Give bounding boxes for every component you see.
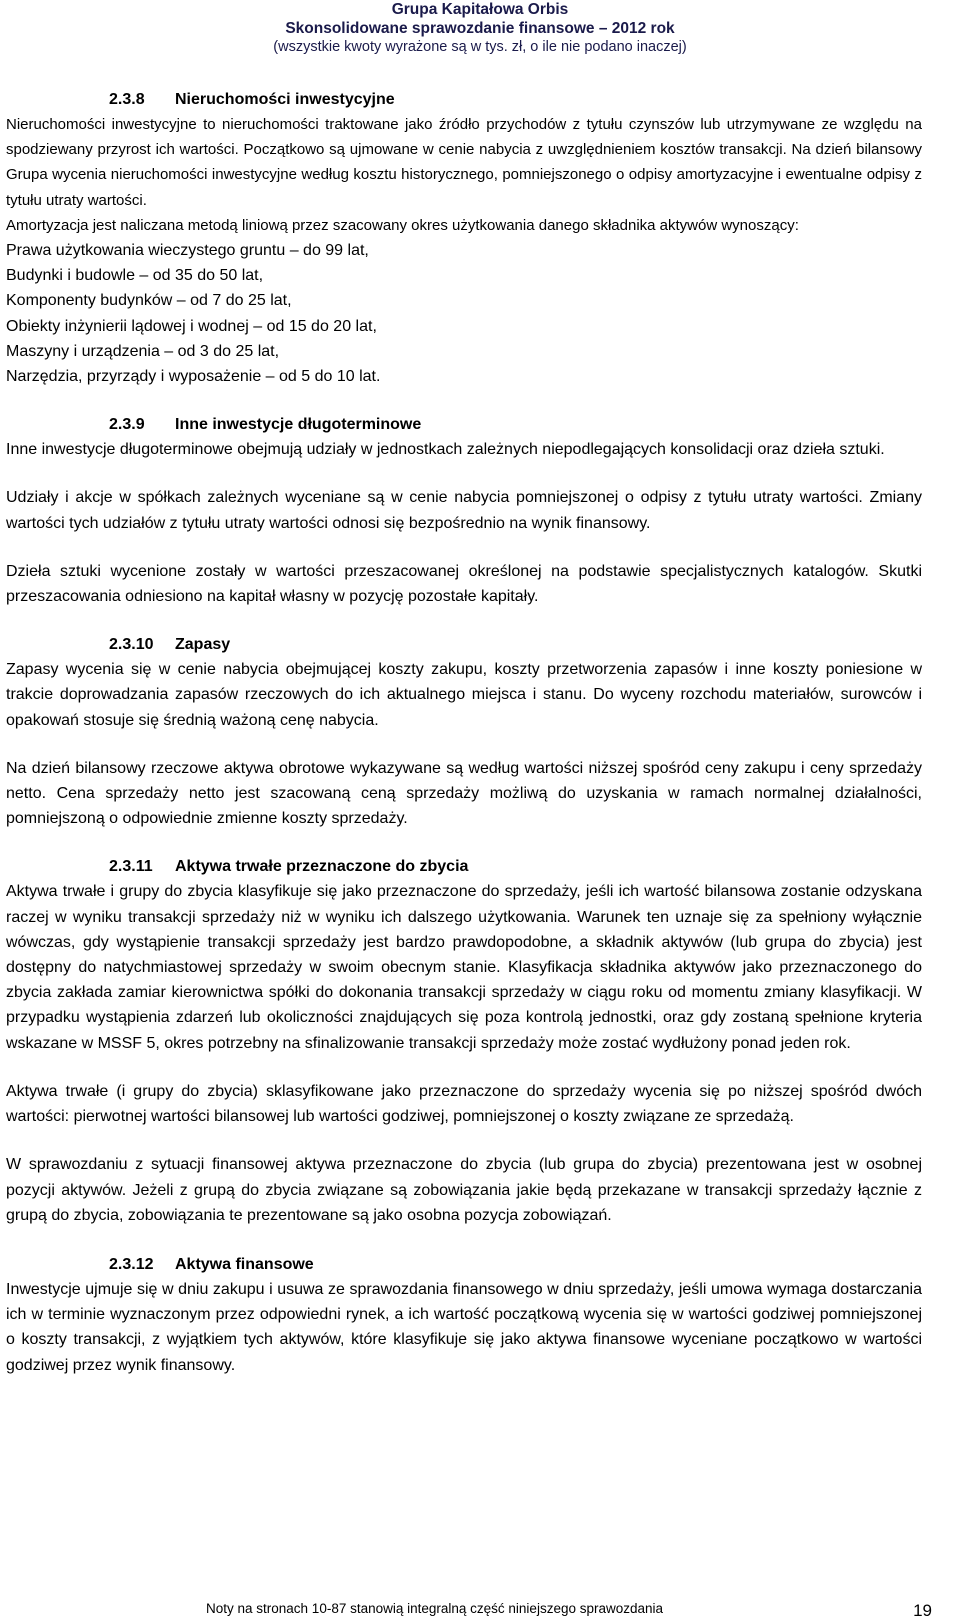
list-item: Komponenty budynków – od 7 do 25 lat, [6,292,292,310]
section-number: 2.3.9 [109,416,145,434]
paragraph-text: Nieruchomości inwestycyjne to nieruchomości traktowane jako źródło przychodów z tytułu czynszów lub utrzymywane ze względu na spodziewany przyrost ich wartości. Początkowo są ujmowane w cenie nabycia z uwzględnieniem kosztów transakcji. [6,116,922,159]
section-title: Nieruchomości inwestycyjne [175,91,395,108]
paragraph: Aktywa trwałe (i grupy do zbycia) sklasyfikowane jako przeznaczone do sprzedaży wycenia się po niższej spośród dwóch wartości: pierwotnej wartości bilansowej lub wartości godziwej, pomniejszonej o koszty związane ze sprzedażą. [6,1082,922,1126]
paragraph: Inne inwestycje długoterminowe obejmują udziały w jednostkach zależnych niepodlegających konsolidacji oraz dzieła sztuki. [6,441,885,459]
paragraph: Dzieła sztuki wycenione zostały w wartości przeszacowanej określonej na podstawie specjalistycznych katalogów. Skutki przeszacowania odniesiono na kapitał własny w pozycję pozostałe kapitały. [6,562,922,606]
paragraph: Aktywa trwałe i grupy do zbycia klasyfikuje się jako przeznaczone do sprzedaży, jeśli ich wartość bilansowa zostanie odzyskana raczej w wyniku transakcji sprzedaży niż w wyniku ich dalszego użytkowania. Warunek ten uznaje się za spełniony wyłącznie wówczas, gdy wystąpienie transakcji sprzedaży jest bardzo prawdopodobne, a składnik aktywów (lub grupa do zbycia) jest dostępny do natychmiastowej sprzedaży w swoim obecnym stanie. Klasyfikacja składnika aktywów jako przeznaczonego do zbycia zakłada zamiar kierownictwa spółki do dokonania transakcji sprzedaży w ciągu roku od momentu zmiany klasyfikacji. W przypadku wystąpienia zdarzeń lub okoliczności znajdujących się poza kontrolą jednostki, oraz gdy zostaną spełnione kryteria wskazane w MSSF 5, okres potrzebny na sfinalizowanie transakcji sprzedaży może zostać wydłużony ponad jeden rok. [6,883,922,1052]
page-header [230,0,730,57]
paragraph: Udziały i akcje w spółkach zależnych wyceniane są w cenie nabycia pomniejszonej o odpisy z tytułu utraty wartości. Zmiany wartości tych udziałów z tytułu utraty wartości odnosi się bezpośrednio na wynik finansowy. [6,489,922,532]
paragraph-text: Na dzień bilansowy Grupa wycenia nieruchomości inwestycyjne według kosztu historycznego, pomniejszonego o odpisy amortyzacyjne i ewentualne odpisy z tytułu utraty wartości. [6,141,922,209]
footer-note: Noty na stronach 10-87 stanowią integralną część niniejszego sprawozdania [206,1601,664,1616]
section-number: 2.3.8 [109,91,145,108]
section-heading [6,412,922,437]
page-footer [0,1597,960,1621]
document-body [6,87,922,1378]
header-report-title: Skonsolidowane sprawozdanie finansowe – 2012 rok [285,20,675,37]
paragraph: Inwestycje ujmuje się w dniu zakupu i usuwa ze sprawozdania finansowego w dniu sprzedaży, jeśli umowa wymaga dostarczania ich w terminie wyznaczonym przez odpowiedni rynek, a ich wartość początkową wycenia się w wartości godziwej pomniejszonej o koszty transakcji, z wyjątkiem tych aktywów, które klasyfikuje się jako aktywa finansowe wyceniane początkowo w wartości godziwej przez wynik finansowy. [6,1280,922,1374]
paragraph: W sprawozdaniu z sytuacji finansowej aktywa przeznaczone do zbycia (lub grupa do zbycia) prezentowana jest w osobnej pozycji aktywów. Jeżeli z grupą do zbycia związane są zobowiązania jakie będą przekazane w transakcji sprzedaży łącznie z grupą do zbycia, zobowiązania te prezentowane są jako osobna pozycja zobowiązań. [6,1156,922,1224]
list-item: Maszyny i urządzenia – od 3 do 25 lat, [6,342,280,360]
paragraph [6,112,922,213]
section-title: Aktywa trwałe przeznaczone do zbycia [175,858,469,876]
section-number: 2.3.12 [109,1255,154,1273]
section-heading [6,632,922,657]
list-item: Budynki i budowle – od 35 do 50 lat, [6,267,264,285]
list-item: Obiekty inżynierii lądowej i wodnej – od 15 do 20 lat, [6,317,377,335]
section-heading [6,1252,922,1277]
paragraph: Amortyzacja jest naliczana metodą liniową przez szacowany okres użytkowania danego składnika aktywów wynoszący: [6,216,799,234]
section-number: 2.3.11 [109,858,153,876]
paragraph: Zapasy wycenia się w cenie nabycia obejmującej koszty zakupu, koszty przetworzenia zapasów i inne koszty poniesione w trakcie doprowadzania zapasów rzeczowych do ich aktualnego miejsca i stanu. Do wyceny rozchodu materiałów, surowców i opakowań stosuje się średnią ważoną cenę nabycia. [6,661,922,729]
header-units-note: (wszystkie kwoty wyrażone są w tys. zł, o ile nie podano inaczej) [273,39,687,55]
section-heading [6,87,922,112]
section-heading [6,854,922,879]
header-company: Grupa Kapitałowa Orbis [391,1,569,18]
section-title: Zapasy [175,636,231,654]
paragraph: Na dzień bilansowy rzeczowe aktywa obrotowe wykazywane są według wartości niższej spośród ceny zakupu i ceny sprzedaży netto. Cena sprzedaży netto jest szacowaną ceną sprzedaży możliwą do uzyskania w ramach normalnej działalności, pomniejszoną o odpowiednie zmienne koszty sprzedaży. [6,759,922,828]
depreciation-list [6,238,922,389]
list-item: Prawa użytkowania wieczystego gruntu – do 99 lat, [6,242,369,260]
section-number: 2.3.10 [109,636,154,654]
list-item: Narzędzia, przyrządy i wyposażenie – od 5 do 10 lat. [6,368,381,386]
section-title: Aktywa finansowe [175,1255,314,1273]
section-title: Inne inwestycje długoterminowe [175,416,422,434]
page-number: 19 [913,1601,932,1620]
